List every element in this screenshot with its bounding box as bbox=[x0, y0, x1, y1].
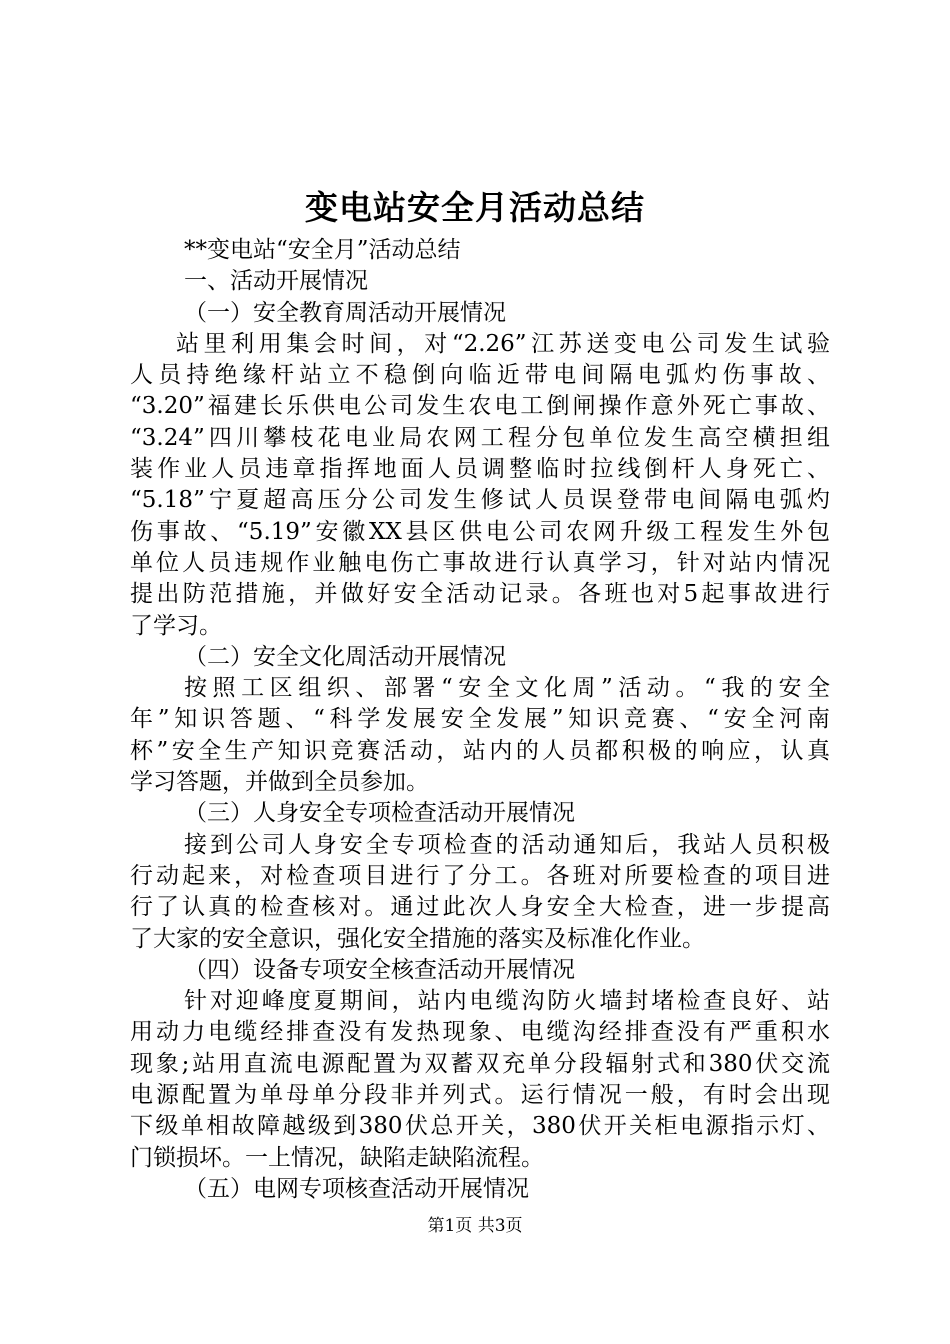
page-number-footer: 第1页 共3页 bbox=[427, 1216, 523, 1236]
subsection-heading: （五）电网专项核查活动开展情况 bbox=[184, 1175, 529, 1202]
paragraph-line: 了大家的安全意识，强化安全措施的落实及标准化作业。 bbox=[130, 925, 705, 952]
paragraph-line: 接到公司人身安全专项检查的活动通知后，我站人员积极 bbox=[184, 831, 830, 858]
document-title: 变电站安全月活动总结 bbox=[305, 188, 645, 227]
document-body bbox=[130, 235, 830, 1205]
paragraph-line: 了学习。 bbox=[130, 612, 222, 639]
paragraph-line: 下级单相故障越级到380伏总开关，380伏开关柜电源指示灯、 bbox=[130, 1113, 830, 1140]
subsection-heading: （一）安全教育周活动开展情况 bbox=[184, 299, 506, 326]
section-heading: 一、活动开展情况 bbox=[184, 268, 368, 295]
paragraph-line: 用动力电缆经排查没有发热现象、电缆沟经排查没有严重积水 bbox=[130, 1019, 830, 1046]
paragraph-line: 门锁损坏。一上情况，缺陷走缺陷流程。 bbox=[130, 1144, 544, 1171]
paragraph-line: 提出防范措施，并做好安全活动记录。各班也对5起事故进行 bbox=[130, 581, 830, 608]
paragraph-line: “5.18”宁夏超高压分公司发生修试人员误登带电间隔电弧灼 bbox=[130, 487, 830, 514]
paragraph-line: 伤事故、“5.19”安徽XX县区供电公司农网升级工程发生外包 bbox=[130, 518, 830, 545]
paragraph-line: 针对迎峰度夏期间，站内电缆沟防火墙封堵检查良好、站 bbox=[184, 988, 830, 1015]
paragraph-line: 按照工区组织、部署“安全文化周”活动。“我的安全 bbox=[184, 675, 830, 702]
paragraph-line: 电源配置为单母单分段非并列式。运行情况一般，有时会出现 bbox=[130, 1082, 830, 1109]
paragraph-line: 现象;站用直流电源配置为双蓄双充单分段辐射式和380伏交流 bbox=[130, 1050, 830, 1077]
paragraph-line: 装作业人员违章指挥地面人员调整临时拉线倒杆人身死亡、 bbox=[130, 456, 830, 483]
subsection-heading: （四）设备专项安全核查活动开展情况 bbox=[184, 956, 575, 983]
subsection-heading: （三）人身安全专项检查活动开展情况 bbox=[184, 800, 575, 827]
paragraph-line: 行动起来，对检查项目进行了分工。各班对所要检查的项目进 bbox=[130, 862, 830, 889]
paragraph-line: 杯”安全生产知识竞赛活动，站内的人员都积极的响应，认真 bbox=[130, 737, 830, 764]
paragraph-line: 行了认真的检查核对。通过此次人身安全大检查，进一步提高 bbox=[130, 894, 830, 921]
paragraph-line: 人员持绝缘杆站立不稳倒向临近带电间隔电弧灼伤事故、 bbox=[130, 362, 830, 389]
paragraph-line: 站里利用集会时间，对“2.26”江苏送变电公司发生试验 bbox=[176, 330, 830, 357]
paragraph-line: 学习答题，并做到全员参加。 bbox=[130, 769, 429, 796]
paragraph-line: 单位人员违规作业触电伤亡事故进行认真学习，针对站内情况 bbox=[130, 549, 830, 576]
subsection-heading: （二）安全文化周活动开展情况 bbox=[184, 643, 506, 670]
paragraph-line: “3.24”四川攀枝花电业局农网工程分包单位发生高空横担组 bbox=[130, 424, 830, 451]
paragraph-line: “3.20”福建长乐供电公司发生农电工倒闸操作意外死亡事故、 bbox=[130, 393, 830, 420]
paragraph-line: 年”知识答题、“科学发展安全发展”知识竞赛、“安全河南 bbox=[130, 706, 830, 733]
subtitle-line: **变电站“安全月”活动总结 bbox=[184, 237, 461, 263]
